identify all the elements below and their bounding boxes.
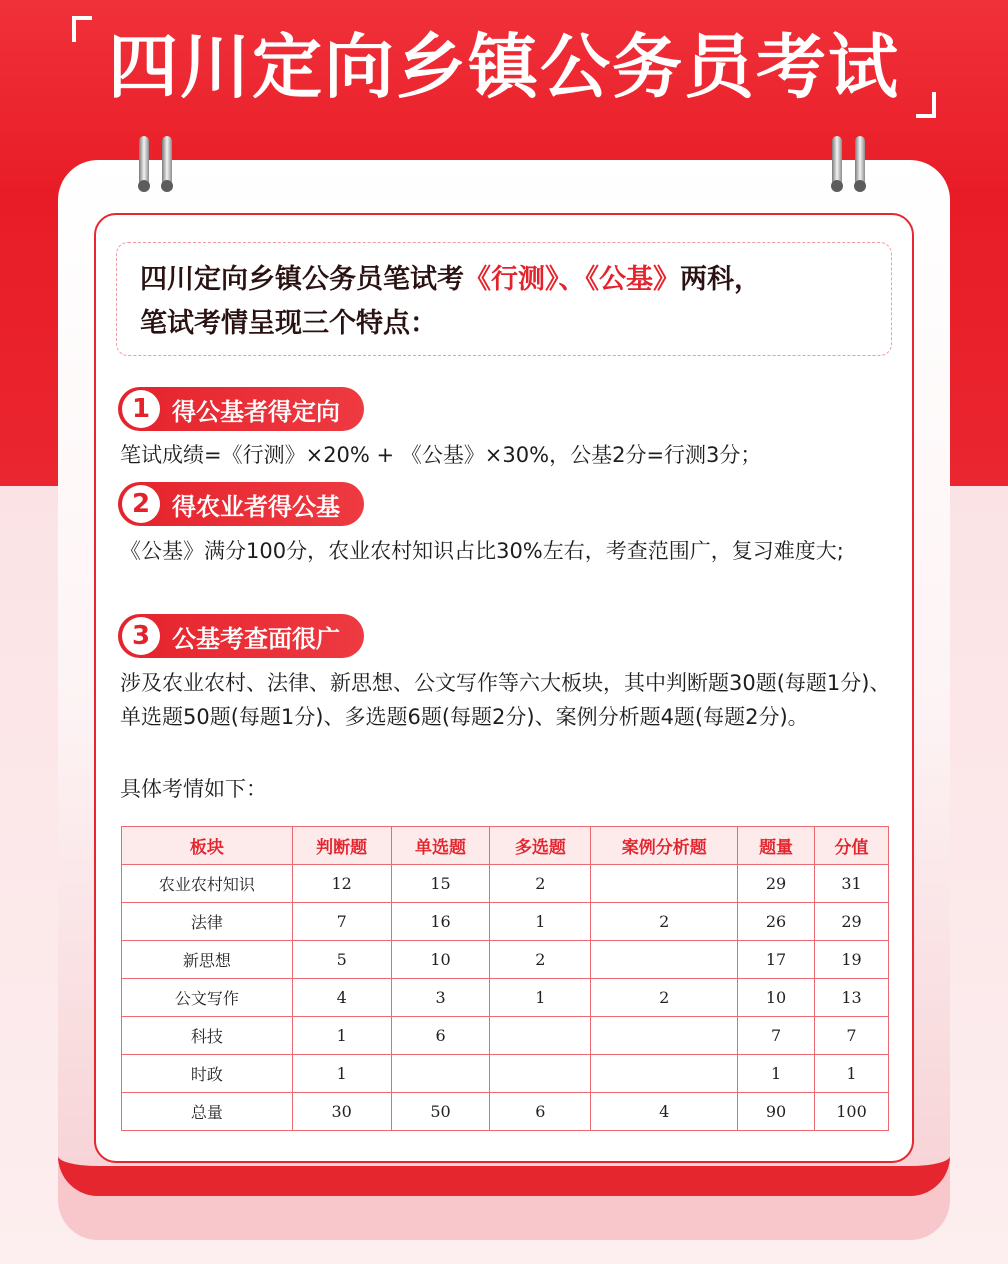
- table-row: [122, 979, 889, 1017]
- table-cell: 6: [490, 1093, 591, 1131]
- table-cell: [490, 1017, 591, 1055]
- table-cell: 10: [391, 941, 490, 979]
- exam-breakdown-table: [121, 826, 889, 1131]
- table-cell: 2: [490, 941, 591, 979]
- table-cell: 100: [815, 1093, 889, 1131]
- table-header-cell: 案例分析题: [591, 827, 738, 865]
- table-cell: 16: [391, 903, 490, 941]
- table-cell: 2: [591, 903, 738, 941]
- table-cell: 总量: [122, 1093, 293, 1131]
- table-cell: 29: [815, 903, 889, 941]
- point-number-badge: 3: [122, 617, 160, 655]
- table-cell: 2: [490, 865, 591, 903]
- table-cell: 90: [738, 1093, 815, 1131]
- table-cell: 新思想: [122, 941, 293, 979]
- point-number-badge: 1: [122, 390, 160, 428]
- table-cell: 2: [591, 979, 738, 1017]
- table-cell: 法律: [122, 903, 293, 941]
- table-cell: 5: [292, 941, 391, 979]
- intro-text: 四川定向乡镇公务员笔试考: [140, 264, 464, 295]
- table-cell: [591, 1017, 738, 1055]
- table-cell: [490, 1055, 591, 1093]
- table-cell: 10: [738, 979, 815, 1017]
- table-cell: 3: [391, 979, 490, 1017]
- table-cell: [591, 865, 738, 903]
- binder-ring-icon: [139, 136, 149, 186]
- point-3-header: [118, 614, 364, 658]
- table-cell: 13: [815, 979, 889, 1017]
- table-cell: 17: [738, 941, 815, 979]
- table-cell: 1: [490, 903, 591, 941]
- table-header-cell: 单选题: [391, 827, 490, 865]
- binder-ring-icon: [832, 136, 842, 186]
- table-header-cell: 判断题: [292, 827, 391, 865]
- table-cell: 26: [738, 903, 815, 941]
- table-cell: 1: [292, 1017, 391, 1055]
- intro-line-1: [140, 262, 761, 298]
- table-header-cell: 多选题: [490, 827, 591, 865]
- point-title: 公基考查面很广: [172, 624, 340, 653]
- table-header-cell: 题量: [738, 827, 815, 865]
- table-cell: 50: [391, 1093, 490, 1131]
- table-cell: [591, 1055, 738, 1093]
- table-cell: 1: [738, 1055, 815, 1093]
- intro-line-2: 笔试考情呈现三个特点：: [140, 308, 437, 339]
- table-header-row: [122, 827, 889, 865]
- table-row: [122, 865, 889, 903]
- table-row: [122, 1055, 889, 1093]
- table-cell: 4: [292, 979, 391, 1017]
- table-cell: 7: [738, 1017, 815, 1055]
- binder-ring-icon: [855, 136, 865, 186]
- table-cell: 31: [815, 865, 889, 903]
- table-row: [122, 903, 889, 941]
- table-cell: 7: [292, 903, 391, 941]
- intro-highlight: 《行测》、《公基》: [464, 264, 680, 295]
- table-cell: 公文写作: [122, 979, 293, 1017]
- point-1-text: 笔试成绩=《行测》×20% + 《公基》×30%，公基2分=行测3分；: [120, 443, 762, 467]
- page-title: 四川定向乡镇公务员考试: [108, 26, 900, 108]
- intro-text-suffix: 两科，: [680, 264, 761, 295]
- point-2-header: [118, 482, 364, 526]
- table-cell: [591, 941, 738, 979]
- table-cell: 1: [815, 1055, 889, 1093]
- table-header-cell: 分值: [815, 827, 889, 865]
- table-cell: 科技: [122, 1017, 293, 1055]
- table-cell: 1: [490, 979, 591, 1017]
- table-total-row: [122, 1093, 889, 1131]
- table-header-cell: 板块: [122, 827, 293, 865]
- table-cell: 时政: [122, 1055, 293, 1093]
- table-cell: 12: [292, 865, 391, 903]
- table-cell: 7: [815, 1017, 889, 1055]
- point-3-text: 涉及农业农村、法律、新思想、公文写作等六大板块，其中判断题30题(每题1分)、单选题50题(每题1分)、多选题6题(每题2分)、案例分析题4题(每题2分)。: [120, 671, 891, 729]
- point-2-text: 《公基》满分100分，农业农村知识占比30%左右，考查范围广，复习难度大;: [120, 539, 844, 563]
- table-cell: 6: [391, 1017, 490, 1055]
- table-row: [122, 941, 889, 979]
- binder-ring-icon: [162, 136, 172, 186]
- point-title: 得农业者得公基: [172, 492, 340, 521]
- table-cell: 1: [292, 1055, 391, 1093]
- table-cell: 15: [391, 865, 490, 903]
- table-cell: 4: [591, 1093, 738, 1131]
- table-cell: 29: [738, 865, 815, 903]
- table-row: [122, 1017, 889, 1055]
- point-number-badge: 2: [122, 485, 160, 523]
- table-cell: 30: [292, 1093, 391, 1131]
- point-3-extra: 具体考情如下：: [120, 777, 267, 801]
- point-title: 得公基者得定向: [172, 397, 340, 426]
- point-1-header: [118, 387, 364, 431]
- table-cell: 19: [815, 941, 889, 979]
- table-cell: [391, 1055, 490, 1093]
- table-cell: 农业农村知识: [122, 865, 293, 903]
